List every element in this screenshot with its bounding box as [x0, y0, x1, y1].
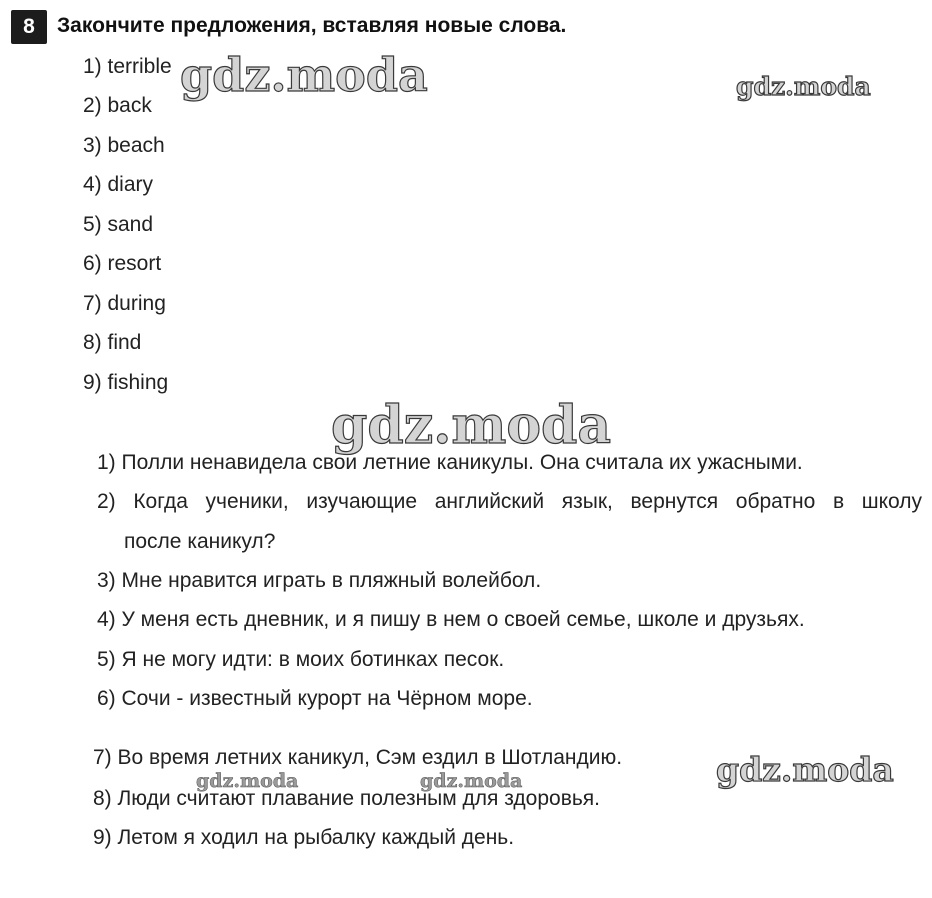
word-item: 3) beach [83, 134, 165, 157]
sentence: 5) Я не могу идти: в моих ботинках песок. [97, 648, 505, 671]
exercise-instruction: Закончите предложения, вставляя новые слова. [57, 14, 567, 37]
sentence-continuation: после каникул? [124, 530, 276, 553]
exercise-number-badge: 8 [11, 10, 47, 44]
watermark-logo: gdz.moda [736, 72, 871, 101]
watermark-logo: gdz.moda [420, 770, 523, 792]
sentence: 4) У меня есть дневник, и я пишу в нем о своей семье, школе и друзьях. [97, 608, 805, 631]
watermark-logo: gdz.moda [331, 395, 612, 456]
watermark-logo: gdz.moda [716, 750, 894, 789]
word-item: 5) sand [83, 213, 154, 236]
word-item: 6) resort [83, 252, 162, 275]
word-item: 2) back [83, 94, 152, 117]
sentence: 7) Во время летних каникул, Сэм ездил в Шотландию. [93, 746, 623, 769]
watermark-logo: gdz.moda [196, 770, 299, 792]
word-item: 7) during [83, 292, 166, 315]
word-item: 1) terrible [83, 55, 172, 78]
sentence: 1) Полли ненавидела свои летние каникулы. Она считала их ужасными. [97, 451, 803, 474]
word-item: 4) diary [83, 173, 154, 196]
sentence: 9) Летом я ходил на рыбалку каждый день. [93, 826, 515, 849]
sentence: 2) Когда ученики, изучающие английский язык, вернутся обратно в школу [97, 490, 922, 513]
sentence: 8) Люди считают плавание полезным для здоровья. [93, 787, 601, 810]
word-item: 9) fishing [83, 371, 169, 394]
watermark-logo: gdz.moda [180, 48, 428, 102]
sentence: 6) Сочи - известный курорт на Чёрном море. [97, 687, 533, 710]
sentence: 3) Мне нравится играть в пляжный волейбол. [97, 569, 542, 592]
word-item: 8) find [83, 331, 142, 354]
